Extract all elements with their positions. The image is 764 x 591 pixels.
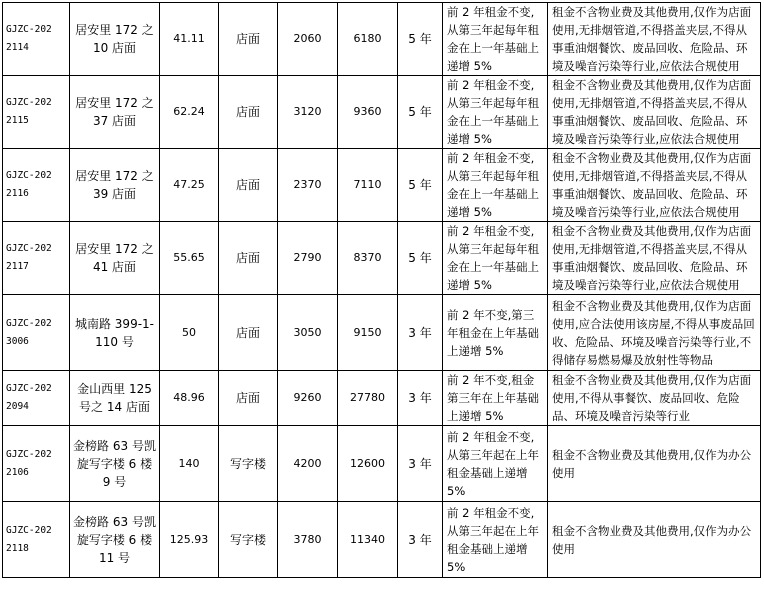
asset-code-cell	[3, 295, 70, 371]
use-cell: 写字楼	[219, 502, 278, 578]
deposit-cell: 9360	[338, 76, 398, 149]
table-row	[3, 371, 761, 426]
area-cell: 50	[160, 295, 219, 371]
monthly-rent-cell: 2370	[278, 149, 338, 222]
asset-code-suffix: 2106	[6, 466, 29, 478]
monthly-rent-cell: 3120	[278, 76, 338, 149]
asset-code-prefix: GJZC-202	[6, 243, 52, 254]
notes-cell: 租金不含物业费及其他费用,仅作为店面使用,无排烟管道,不得搭盖夹层,不得从事重油烟餐饮、废品回收、危险品、环境及噪音污染等行业,应依法合规使用	[548, 3, 761, 76]
rent-rule-cell: 前 2 年租金不变,从第三年起每年租金在上一年基础上递增 5%	[443, 222, 548, 295]
use-cell: 店面	[219, 222, 278, 295]
table-row	[3, 149, 761, 222]
asset-code-cell	[3, 222, 70, 295]
address-cell: 居安里 172 之 39 店面	[70, 149, 160, 222]
table-row	[3, 3, 761, 76]
asset-code-prefix: GJZC-202	[6, 524, 52, 536]
notes-cell: 租金不含物业费及其他费用,仅作为店面使用,应合法使用该房屋,不得从事废品回收、危险品、环境及噪音污染等行业,不得储存易燃易爆及放射性等物品	[548, 295, 761, 371]
asset-code-prefix: GJZC-202	[6, 24, 52, 35]
asset-code-suffix: 2117	[6, 261, 29, 272]
area-cell: 41.11	[160, 3, 219, 76]
term-cell: 5 年	[398, 149, 443, 222]
term-cell: 3 年	[398, 371, 443, 426]
term-cell: 3 年	[398, 426, 443, 502]
address-cell: 金榜路 63 号凯旋写字楼 6 楼 9 号	[70, 426, 160, 502]
term-cell: 5 年	[398, 222, 443, 295]
deposit-cell: 6180	[338, 3, 398, 76]
asset-code-suffix: 2115	[6, 115, 29, 126]
asset-code-suffix: 2116	[6, 188, 29, 199]
rent-rule-cell: 前 2 年不变,租金第三年在上年基础上递增 5%	[443, 371, 548, 426]
rent-rule-cell: 前 2 年租金不变,从第三年起每年租金在上一年基础上递增 5%	[443, 149, 548, 222]
asset-code-cell	[3, 76, 70, 149]
asset-code-prefix: GJZC-202	[6, 97, 52, 108]
notes-cell: 租金不含物业费及其他费用,仅作为店面使用,无排烟管道,不得搭盖夹层,不得从事重油烟餐饮、废品回收、危险品、环境及噪音污染等行业,应依法合规使用	[548, 149, 761, 222]
use-cell: 店面	[219, 149, 278, 222]
use-cell: 店面	[219, 3, 278, 76]
table-row	[3, 426, 761, 502]
asset-code-prefix: GJZC-202	[6, 448, 52, 460]
monthly-rent-cell: 9260	[278, 371, 338, 426]
area-cell: 140	[160, 426, 219, 502]
address-cell: 金榜路 63 号凯旋写字楼 6 楼 11 号	[70, 502, 160, 578]
asset-code-prefix: GJZC-202	[6, 317, 52, 329]
deposit-cell: 12600	[338, 426, 398, 502]
notes-cell: 租金不含物业费及其他费用,仅作为办公使用	[548, 502, 761, 578]
address-cell: 居安里 172 之 41 店面	[70, 222, 160, 295]
asset-code-suffix: 2114	[6, 42, 29, 53]
use-cell: 店面	[219, 371, 278, 426]
table-row	[3, 295, 761, 371]
monthly-rent-cell: 3780	[278, 502, 338, 578]
area-cell: 48.96	[160, 371, 219, 426]
asset-code-cell	[3, 502, 70, 578]
asset-code-suffix: 2118	[6, 542, 29, 554]
asset-code-cell	[3, 149, 70, 222]
area-cell: 125.93	[160, 502, 219, 578]
address-cell: 城南路 399-1-110 号	[70, 295, 160, 371]
asset-code-cell	[3, 371, 70, 426]
asset-code-prefix: GJZC-202	[6, 383, 52, 394]
asset-code-prefix: GJZC-202	[6, 170, 52, 181]
notes-cell: 租金不含物业费及其他费用,仅作为办公使用	[548, 426, 761, 502]
term-cell: 5 年	[398, 76, 443, 149]
deposit-cell: 11340	[338, 502, 398, 578]
asset-code-suffix: 2094	[6, 401, 29, 412]
table-row	[3, 76, 761, 149]
asset-code-cell	[3, 3, 70, 76]
deposit-cell: 9150	[338, 295, 398, 371]
address-cell: 居安里 172 之 10 店面	[70, 3, 160, 76]
monthly-rent-cell: 3050	[278, 295, 338, 371]
use-cell: 写字楼	[219, 426, 278, 502]
use-cell: 店面	[219, 76, 278, 149]
notes-cell: 租金不含物业费及其他费用,仅作为店面使用,无排烟管道,不得搭盖夹层,不得从事重油烟餐饮、废品回收、危险品、环境及噪音污染等行业,应依法合规使用	[548, 76, 761, 149]
area-cell: 47.25	[160, 149, 219, 222]
monthly-rent-cell: 4200	[278, 426, 338, 502]
area-cell: 62.24	[160, 76, 219, 149]
term-cell: 5 年	[398, 3, 443, 76]
notes-cell: 租金不含物业费及其他费用,仅作为店面使用,无排烟管道,不得搭盖夹层,不得从事重油烟餐饮、废品回收、危险品、环境及噪音污染等行业,应依法合规使用	[548, 222, 761, 295]
rent-rule-cell: 前 2 年租金不变,从第三年起每年租金在上一年基础上递增 5%	[443, 76, 548, 149]
property-listing-table	[2, 2, 761, 578]
deposit-cell: 27780	[338, 371, 398, 426]
term-cell: 3 年	[398, 502, 443, 578]
area-cell: 55.65	[160, 222, 219, 295]
monthly-rent-cell: 2060	[278, 3, 338, 76]
monthly-rent-cell: 2790	[278, 222, 338, 295]
use-cell: 店面	[219, 295, 278, 371]
rent-rule-cell: 前 2 年不变,第三年租金在上年基础上递增 5%	[443, 295, 548, 371]
deposit-cell: 8370	[338, 222, 398, 295]
rent-rule-cell: 前 2 年租金不变,从第三年起在上年租金基础上递增 5%	[443, 502, 548, 578]
rent-rule-cell: 前 2 年租金不变,从第三年起在上年租金基础上递增 5%	[443, 426, 548, 502]
asset-code-suffix: 3006	[6, 335, 29, 347]
notes-cell: 租金不含物业费及其他费用,仅作为店面使用,不得从事餐饮、废品回收、危险品、环境及噪音污染等行业	[548, 371, 761, 426]
term-cell: 3 年	[398, 295, 443, 371]
deposit-cell: 7110	[338, 149, 398, 222]
asset-code-cell	[3, 426, 70, 502]
address-cell: 居安里 172 之 37 店面	[70, 76, 160, 149]
table-row	[3, 222, 761, 295]
address-cell: 金山西里 125 号之 14 店面	[70, 371, 160, 426]
rent-rule-cell: 前 2 年租金不变,从第三年起每年租金在上一年基础上递增 5%	[443, 3, 548, 76]
table-row	[3, 502, 761, 578]
